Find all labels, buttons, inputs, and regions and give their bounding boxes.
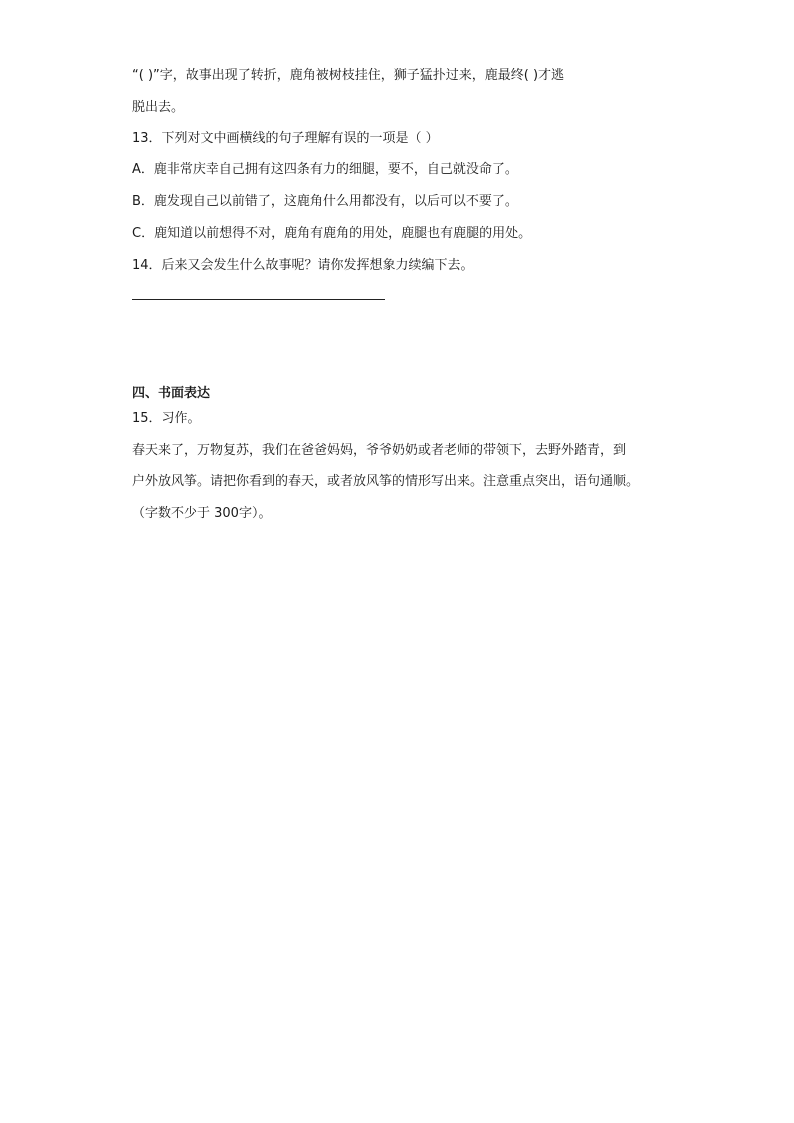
q15-prompt-line1: 春天来了，万物复苏，我们在爸爸妈妈，爷爷奶奶或者老师的带领下，去野外踏青，到	[132, 443, 627, 458]
q15-prompt-line2: 户外放风筝。请把你看到的春天，或者放风筝的情形写出来。注意重点突出，语句通顺。	[132, 474, 640, 489]
q14-answer-line[interactable]	[132, 299, 385, 300]
q13-option-b: B．鹿发现自己以前错了，这鹿角什么用都没有，以后可以不要了。	[132, 194, 518, 209]
q13-option-a: A．鹿非常庆幸自己拥有这四条有力的细腿，要不，自己就没命了。	[132, 162, 518, 177]
q15-label: 15．习作。	[132, 411, 201, 426]
q15-prompt-line3: （字数不少于 300字）。	[132, 506, 272, 521]
q13-option-c: C．鹿知道以前想得不对，鹿角有鹿角的用处，鹿腿也有鹿腿的用处。	[132, 226, 532, 241]
q14-question: 14．后来又会发生什么故事呢？请你发挥想象力续编下去。	[132, 258, 474, 273]
q12-continuation-line1: “( )”字，故事出现了转折，鹿角被树枝挂住，狮子猛扑过来，鹿最终( )才逃	[132, 68, 565, 83]
section4-heading: 四、书面表达	[132, 386, 211, 401]
q12-continuation-line2: 脱出去。	[132, 100, 185, 115]
q13-question: 13．下列对文中画横线的句子理解有误的一项是（ ）	[132, 131, 439, 146]
